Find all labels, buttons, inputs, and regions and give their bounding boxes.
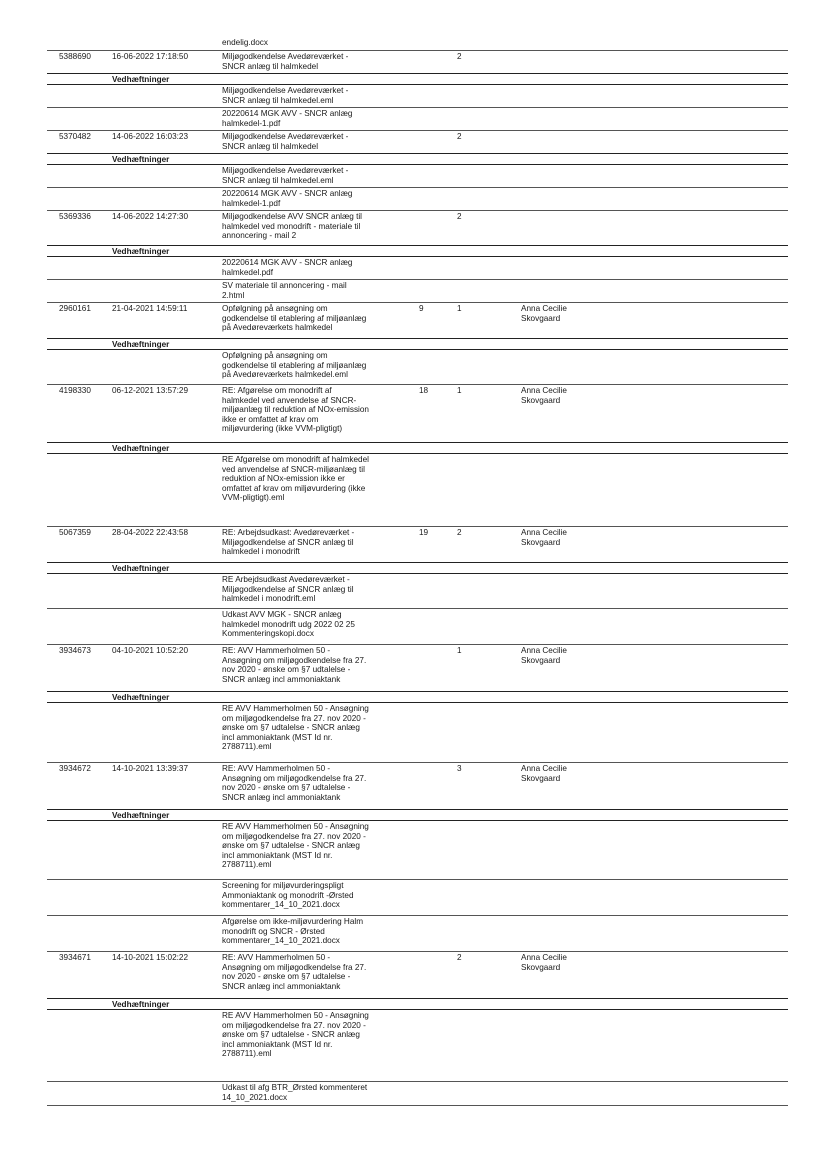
document-table [47, 37, 788, 1106]
case-handler: Anna Cecilie Skovgaard [521, 764, 567, 783]
attachment-row [47, 703, 788, 763]
attachments-label: Vedhæftninger [112, 75, 170, 84]
document-entry-row [47, 51, 788, 74]
attachments-label: Vedhæftninger [112, 811, 170, 820]
attachment-filename[interactable]: Opfølgning på ansøgning om godkendelse til etablering af miljøanlæg på Avedøreværkets halmkedel.eml [222, 351, 367, 380]
attachments-count: 2 [457, 52, 462, 61]
attachments-count: 2 [457, 953, 462, 962]
attachment-row [47, 880, 788, 916]
attachments-header-row [47, 999, 788, 1010]
attachment-row [47, 454, 788, 527]
attachment-filename[interactable]: RE AVV Hammerholmen 50 - Ansøgning om miljøgodkendelse fra 27. nov 2020 - ønske om §7 udtalelse - SNCR anlæg incl ammoniaktank (MST Id nr. 2788711).eml [222, 704, 369, 752]
attachment-filename[interactable]: Udkast til afg BTR_Ørsted kommenteret 14_10_2021.docx [222, 1083, 368, 1102]
document-title: RE: Arbejdsudkast: Avedøreværket - Miljøgodkendelse af SNCR anlæg til halmkedel i monodrift [222, 528, 355, 557]
case-handler: Anna Cecilie Skovgaard [521, 646, 567, 665]
attachment-filename[interactable]: RE Afgørelse om monodrift af halmkedel ved anvendelse af SNCR-miljøanlæg til reduktion af NOx-emission ikke er omfattet af krav om miljøvurdering (ikke VVM-pligtigt).eml [222, 455, 369, 503]
attachments-header-row [47, 692, 788, 703]
document-entry-row [47, 303, 788, 339]
document-title: Miljøgodkendelse AVV SNCR anlæg til halmkedel ved monodrift - materiale til annoncering - mail 2 [222, 212, 363, 241]
attachments-header-row [47, 339, 788, 350]
attachments-label: Vedhæftninger [112, 1000, 170, 1009]
attachments-header-row [47, 74, 788, 85]
case-handler: Anna Cecilie Skovgaard [521, 304, 567, 323]
attachment-row [47, 1082, 788, 1106]
case-handler: Anna Cecilie Skovgaard [521, 953, 567, 972]
document-date: 14-06-2022 14:27:30 [112, 212, 189, 221]
attachment-filename[interactable]: SV materiale til annoncering - mail 2.html [222, 281, 347, 300]
attachment-filename[interactable]: 20220614 MGK AVV - SNCR anlæg halmkedel-1.pdf [222, 189, 353, 208]
attachment-row [47, 609, 788, 645]
document-date: 14-10-2021 13:39:37 [112, 764, 189, 773]
document-date: 28-04-2022 22:43:58 [112, 528, 189, 537]
document-entry-row [47, 131, 788, 154]
attachment-row [47, 188, 788, 211]
document-id: 4198330 [59, 386, 91, 395]
attachments-label: Vedhæftninger [112, 247, 170, 256]
document-title: RE: AVV Hammerholmen 50 - Ansøgning om miljøgodkendelse fra 27. nov 2020 - ønske om §7 udtalelse - SNCR anlæg incl ammoniaktank [222, 646, 367, 684]
attachment-row [47, 1010, 788, 1082]
document-title: Miljøgodkendelse Avedøreværket - SNCR anlæg til halmkedel [222, 52, 349, 71]
document-date: 14-10-2021 15:02:22 [112, 953, 189, 962]
attachments-count: 3 [457, 764, 462, 773]
pages-count: 18 [419, 386, 429, 395]
attachments-header-row [47, 443, 788, 454]
attachments-label: Vedhæftninger [112, 444, 170, 453]
document-id: 5370482 [59, 132, 91, 141]
document-id: 5369336 [59, 212, 91, 221]
attachment-filename[interactable]: Udkast AVV MGK - SNCR anlæg halmkedel monodrift udg 2022 02 25 Kommenteringskopi.docx [222, 610, 355, 639]
document-title: RE: Afgørelse om monodrift af halmkedel ved anvendelse af SNCR- miljøanlæg til reduktion af NOx-emission ikke er omfattet af krav om miljøvurdering (ikke VVM-pligtigt) [222, 386, 369, 434]
attachments-count: 2 [457, 212, 462, 221]
attachment-filename[interactable]: 20220614 MGK AVV - SNCR anlæg halmkedel.pdf [222, 258, 353, 277]
attachment-row [47, 350, 788, 385]
attachment-row [47, 280, 788, 303]
attachment-filename[interactable]: Miljøgodkendelse Avedøreværket - SNCR anlæg til halmkedel.eml [222, 86, 349, 105]
attachments-count: 2 [457, 132, 462, 141]
attachment-filename[interactable]: Miljøgodkendelse Avedøreværket - SNCR anlæg til halmkedel.eml [222, 166, 349, 185]
attachments-label: Vedhæftninger [112, 564, 170, 573]
case-handler: Anna Cecilie Skovgaard [521, 528, 567, 547]
document-entry-row [47, 645, 788, 692]
document-entry-row [47, 952, 788, 999]
attachment-filename[interactable]: Afgørelse om ikke-miljøvurdering Halm monodrift og SNCR - Ørsted kommentarer_14_10_2021.docx [222, 917, 364, 946]
attachments-header-row [47, 563, 788, 574]
attachment-row [47, 821, 788, 880]
document-id: 2960161 [59, 304, 91, 313]
document-title: RE: AVV Hammerholmen 50 - Ansøgning om miljøgodkendelse fra 27. nov 2020 - ønske om §7 udtalelse - SNCR anlæg incl ammoniaktank [222, 764, 367, 802]
attachment-row [47, 85, 788, 108]
document-entry-row [47, 385, 788, 443]
document-title: Opfølgning på ansøgning om godkendelse til etablering af miljøanlæg på Avedøreværkets halmkedel [222, 304, 367, 333]
document-date: 06-12-2021 13:57:29 [112, 386, 189, 395]
document-title: RE: AVV Hammerholmen 50 - Ansøgning om miljøgodkendelse fra 27. nov 2020 - ønske om §7 udtalelse - SNCR anlæg incl ammoniaktank [222, 953, 367, 991]
document-date: 14-06-2022 16:03:23 [112, 132, 189, 141]
attachments-count: 1 [457, 646, 462, 655]
attachment-row [47, 37, 788, 51]
attachments-count: 1 [457, 386, 462, 395]
attachments-label: Vedhæftninger [112, 693, 170, 702]
document-date: 21-04-2021 14:59:11 [112, 304, 188, 313]
attachment-row [47, 257, 788, 280]
attachments-count: 2 [457, 528, 462, 537]
document-id: 3934671 [59, 953, 91, 962]
attachments-label: Vedhæftninger [112, 155, 170, 164]
attachments-header-row [47, 246, 788, 257]
attachment-filename[interactable]: endelig.docx [222, 38, 268, 47]
attachment-filename[interactable]: RE AVV Hammerholmen 50 - Ansøgning om miljøgodkendelse fra 27. nov 2020 - ønske om §7 udtalelse - SNCR anlæg incl ammoniaktank (MST Id nr. 2788711).eml [222, 822, 369, 870]
attachment-filename[interactable]: RE Arbejdsudkast Avedøreværket - Miljøgodkendelse af SNCR anlæg til halmkedel i monodrift.eml [222, 575, 354, 604]
document-entry-row [47, 211, 788, 246]
attachments-label: Vedhæftninger [112, 340, 170, 349]
document-entry-row [47, 763, 788, 810]
document-id: 5067359 [59, 528, 91, 537]
attachment-filename[interactable]: RE AVV Hammerholmen 50 - Ansøgning om miljøgodkendelse fra 27. nov 2020 - ønske om §7 udtalelse - SNCR anlæg incl ammoniaktank (MST Id nr. 2788711).eml [222, 1011, 369, 1059]
document-date: 16-06-2022 17:18:50 [112, 52, 189, 61]
attachment-row [47, 108, 788, 131]
attachment-row [47, 574, 788, 609]
attachment-row [47, 165, 788, 188]
attachments-count: 1 [457, 304, 462, 313]
pages-count: 19 [419, 528, 429, 537]
document-id: 5388690 [59, 52, 91, 61]
attachment-filename[interactable]: 20220614 MGK AVV - SNCR anlæg halmkedel-1.pdf [222, 109, 353, 128]
document-title: Miljøgodkendelse Avedøreværket - SNCR anlæg til halmkedel [222, 132, 349, 151]
pages-count: 9 [419, 304, 424, 313]
document-date: 04-10-2021 10:52:20 [112, 646, 189, 655]
attachments-header-row [47, 810, 788, 821]
case-handler: Anna Cecilie Skovgaard [521, 386, 567, 405]
attachment-filename[interactable]: Screening for miljøvurderingspligt Ammoniaktank og monodrift -Ørsted kommentarer_14_10_2021.docx [222, 881, 354, 910]
attachments-header-row [47, 154, 788, 165]
document-entry-row [47, 527, 788, 563]
document-id: 3934673 [59, 646, 91, 655]
attachment-row [47, 916, 788, 952]
document-id: 3934672 [59, 764, 91, 773]
